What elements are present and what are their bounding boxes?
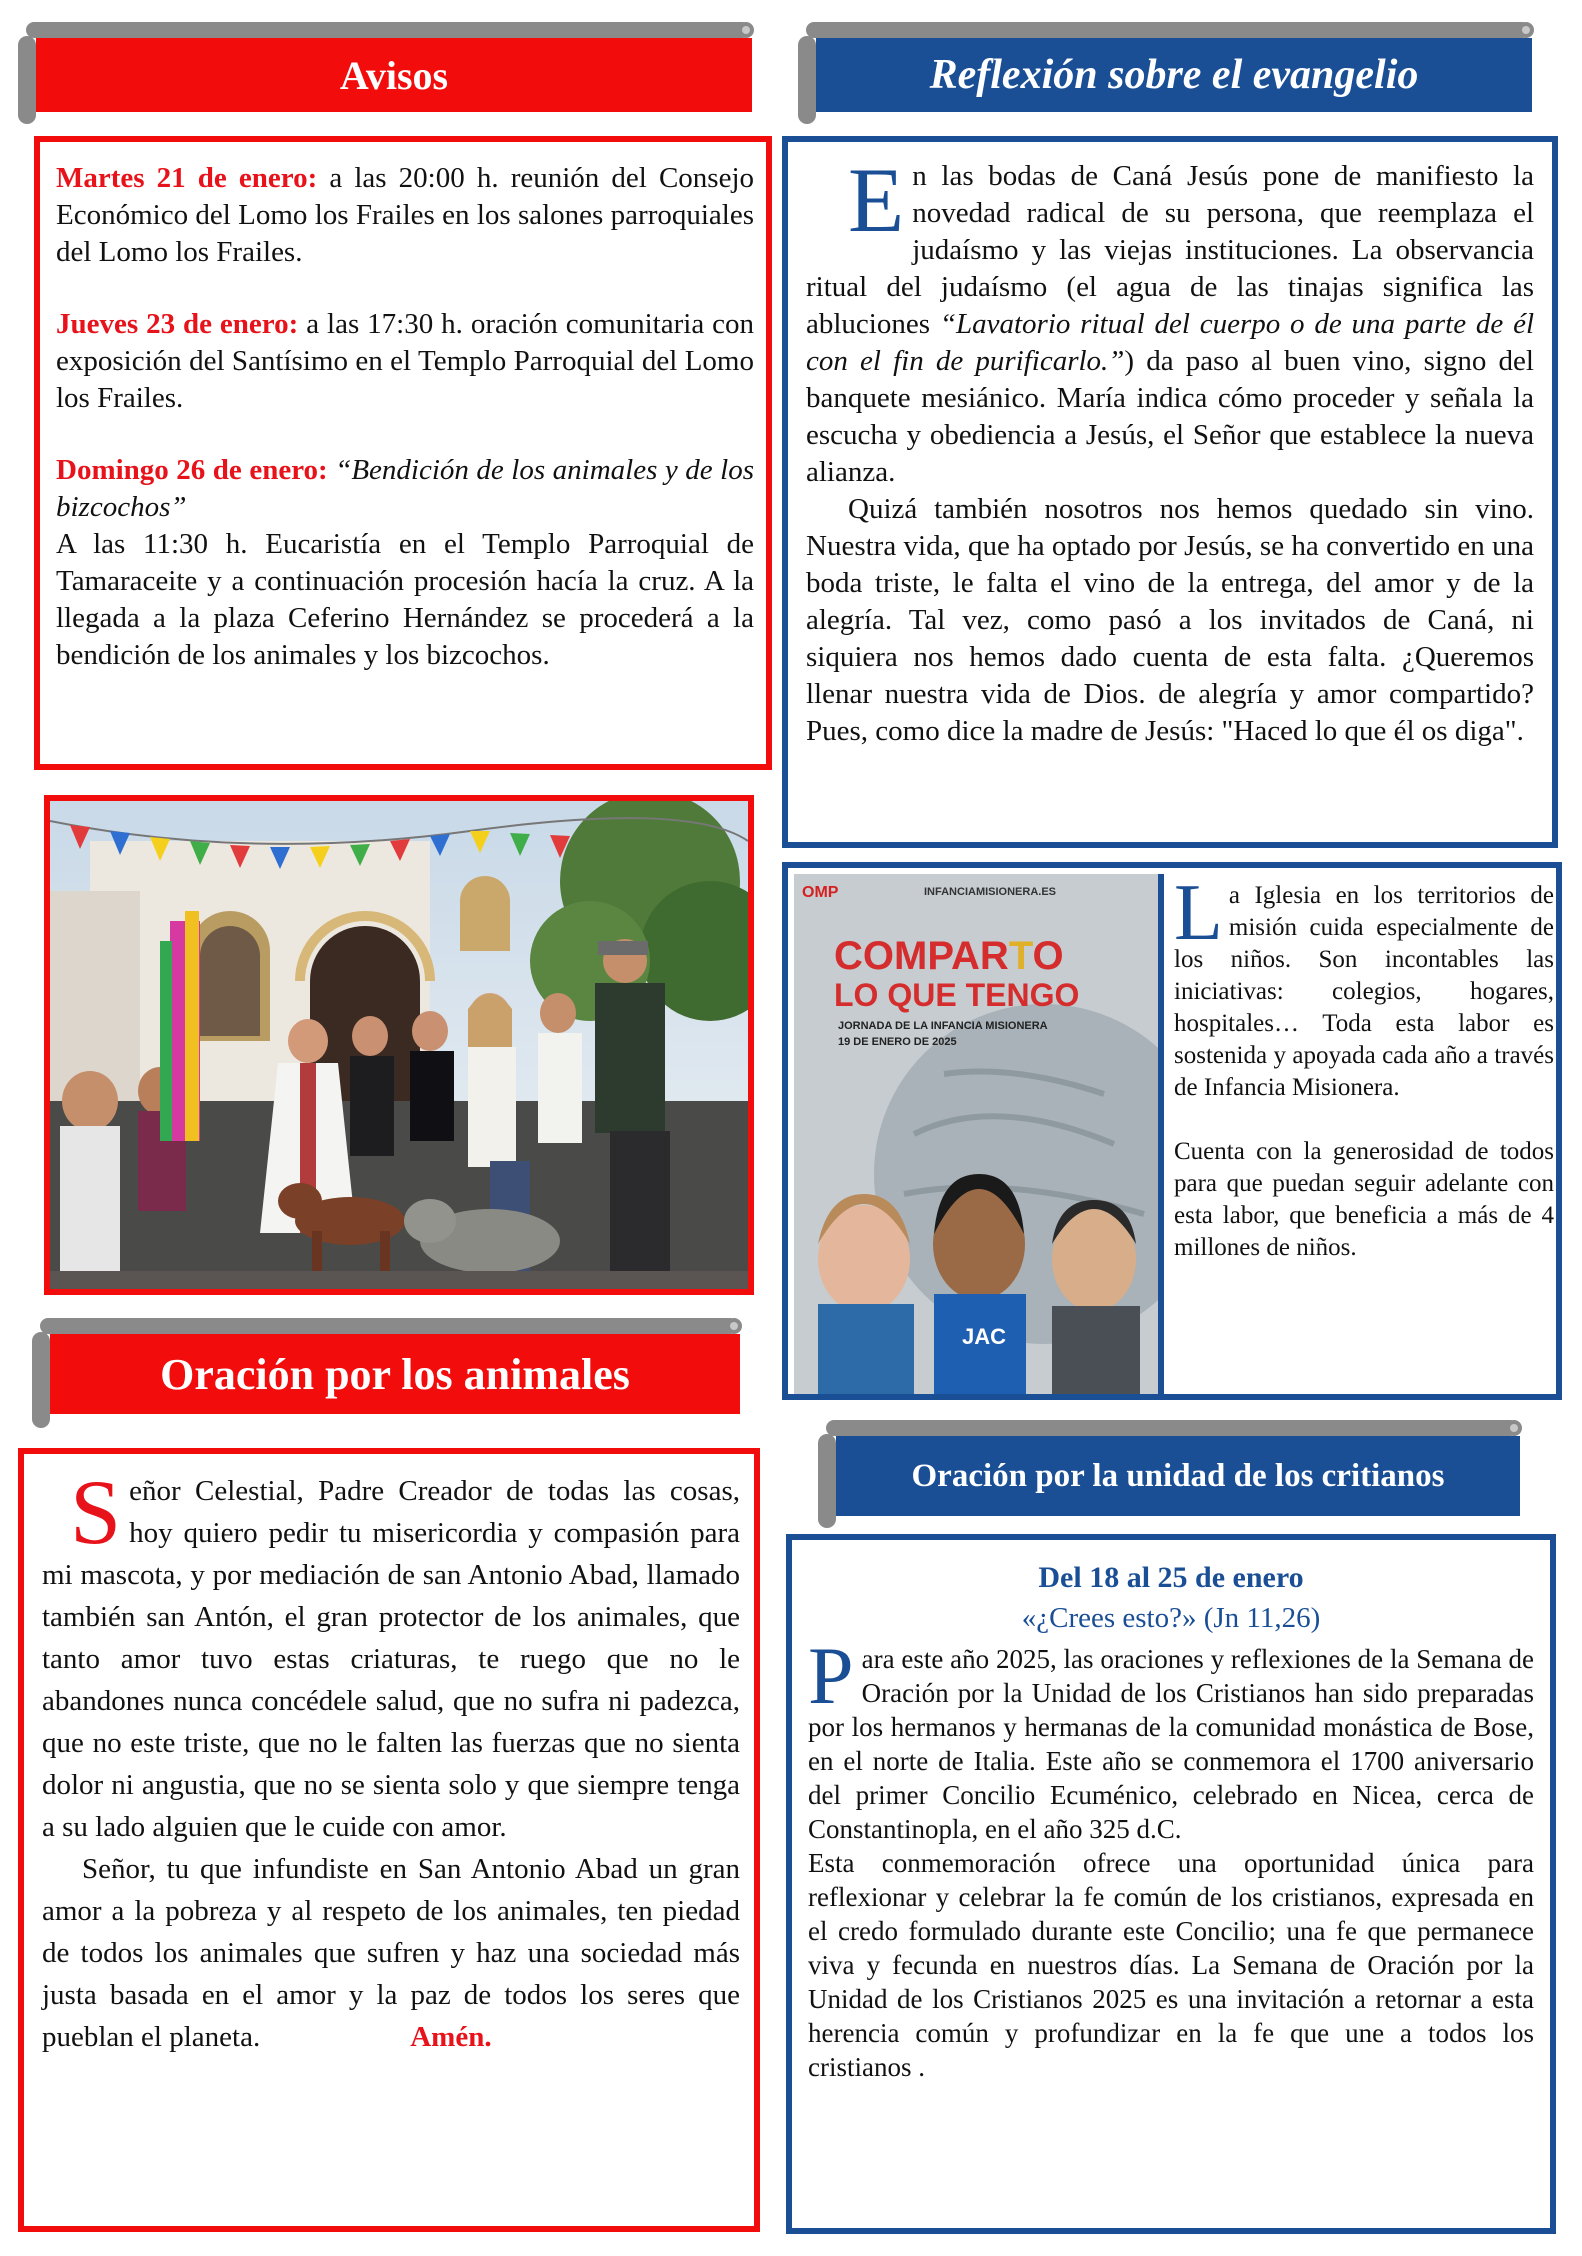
infancia-p1: La Iglesia en los territorios de misión cuida especialmente de los niños. Son incontables las iniciativas: colegios, hogares, hospitales… Toda esta labor es sostenida y apoyada cada año a través de Infancia Misionera. xyxy=(1174,869,1554,1101)
infancia-text xyxy=(1174,869,1554,1264)
oracion-animales-title: Oración por los animales xyxy=(50,1334,740,1414)
oracion-animales-p1: Señor Celestial, Padre Creador de todas las cosas, hoy quiero pedir tu misericordia y compasión para mi mascota, y por mediación de san Antonio Abad, llamado también san Antón, el gran protector de los animales, que tanto amor tuvo estas criaturas, te ruego que no le abandones nunca concédele salud, que no sufra ni padezca, que no este triste, que no le falten las fuerzas que no sienta dolor ni angustia, que no se sienta solo y que siempre tenga a su lado alguien que le cuide con amor. xyxy=(42,1461,740,1843)
oracion-animales-banner xyxy=(32,1318,748,1430)
poster-logo: OMP xyxy=(802,884,839,901)
aviso-1: Martes 21 de enero: a las 20:00 h. reunión del Consejo Económico del Lomo los Frailes en los salones parroquiales del Lomo los Frailes. xyxy=(56,162,754,268)
procession-photo xyxy=(44,795,754,1295)
poster-headline-1: COMPARTO xyxy=(834,934,1064,978)
avisos-box xyxy=(34,136,772,770)
oracion-animales-p2: Señor, tu que infundiste en San Antonio Abad un gran amor a la pobreza y al respeto de los animales, ten piedad de todos los animales que sufren y haz una sociedad más justa basada en el amor y la paz de todos los seres que pueblan el planeta. Amén. xyxy=(42,1853,740,2053)
reflexion-box xyxy=(782,136,1558,848)
blessing-of-animals-image xyxy=(50,801,748,1289)
poster-sub-2: 19 DE ENERO DE 2025 xyxy=(838,1036,957,1048)
poster-sub-1: JORNADA DE LA INFANCIA MISIONERA xyxy=(838,1020,1048,1032)
aviso-2: Jueves 23 de enero: a las 17:30 h. oración comunitaria con exposición del Santísimo en el Templo Parroquial del Lomo los Frailes. xyxy=(56,308,754,414)
amen-text: Amén. xyxy=(410,2021,492,2053)
svg-text:JAC: JAC xyxy=(962,1324,1007,1349)
reflexion-banner xyxy=(798,22,1540,126)
reflexion-p1: En las bodas de Caná Jesús pone de manifiesto la novedad radical de su persona, que reemplaza el judaísmo y las viejas instituciones. La observancia ritual del judaísmo (el agua de las tinajas significa las abluciones “Lavatorio ritual del cuerpo o de una parte de él con el fin de purificarlo.”) da paso al buen vino, signo del banquete mesiánico. María indica cómo proceder y señala la escucha y obediencia a Jesús, el Señor que establece la nueva alianza. xyxy=(806,149,1534,488)
infancia-poster xyxy=(794,874,1164,1394)
unidad-box xyxy=(786,1534,1556,2234)
infancia-box xyxy=(782,862,1562,1400)
unidad-banner xyxy=(818,1420,1528,1530)
unidad-dates: Del 18 al 25 de enero xyxy=(1038,1561,1304,1594)
reflexion-p2: Quizá también nosotros nos hemos quedado sin vino. Nuestra vida, que ha optado por Jesús, se ha convertido en una boda triste, le falta el vino de la entrega, del amor y de la alegría. Tal vez, como pasó a los invitados de Caná, ni siquiera nos hemos dado cuenta de esta falta. ¿Queremos llenar nuestra vida de Dios. de alegría y amor compartido? Pues, como dice la madre de Jesús: "Haced lo que él os diga". xyxy=(806,493,1534,747)
unidad-p1: Para este año 2025, las oraciones y reflexiones de la Semana de Oración por la Unidad de los Cristianos han sido preparadas por los hermanos y hermanas de la comunidad monástica de Bose, en el norte de Italia. Este año se conmemora el 1700 aniversario del primer Concilio Ecuménico, celebrado en Nicea, cerca de Constantinopla, en el año 325 d.C. xyxy=(808,1630,1534,1844)
poster-headline-2: LO QUE TENGO xyxy=(834,977,1080,1013)
poster-site: INFANCIAMISIONERA.ES xyxy=(924,886,1057,898)
unidad-title: Oración por la unidad de los critianos xyxy=(836,1436,1520,1516)
avisos-title: Avisos xyxy=(36,38,752,112)
unidad-motto: «¿Crees esto?» (Jn 11,26) xyxy=(1021,1602,1321,1634)
unidad-p2: Esta conmemoración ofrece una oportunidad única para reflexionar y celebrar la fe común de los cristianos, expresada en el credo formulado durante este Concilio; una fe que permanece viva y fecunda en nuestros días. La Semana de Oración por la Unidad de los Cristianos 2025 es una invitación a retornar a esta herencia común y profundizar en la fe que une a todos los cristianos . xyxy=(808,1848,1534,2082)
aviso-3-body: A las 11:30 h. Eucaristía en el Templo Parroquial de Tamaraceite y a continuación procesión hacía la cruz. A la llegada a la plaza Ceferino Hernández se procederá a la bendición de los animales y los bizcochos. xyxy=(56,528,754,671)
infancia-p2: Cuenta con la generosidad de todos para que puedan seguir adelante con esta labor, que beneficia a más de 4 millones de niños. xyxy=(1174,1138,1554,1261)
aviso-3: Domingo 26 de enero: “Bendición de los animales y de los bizcochos” xyxy=(56,454,754,523)
reflexion-title: Reflexión sobre el evangelio xyxy=(816,38,1532,112)
oracion-animales-box xyxy=(18,1448,760,2232)
avisos-banner xyxy=(18,22,760,126)
